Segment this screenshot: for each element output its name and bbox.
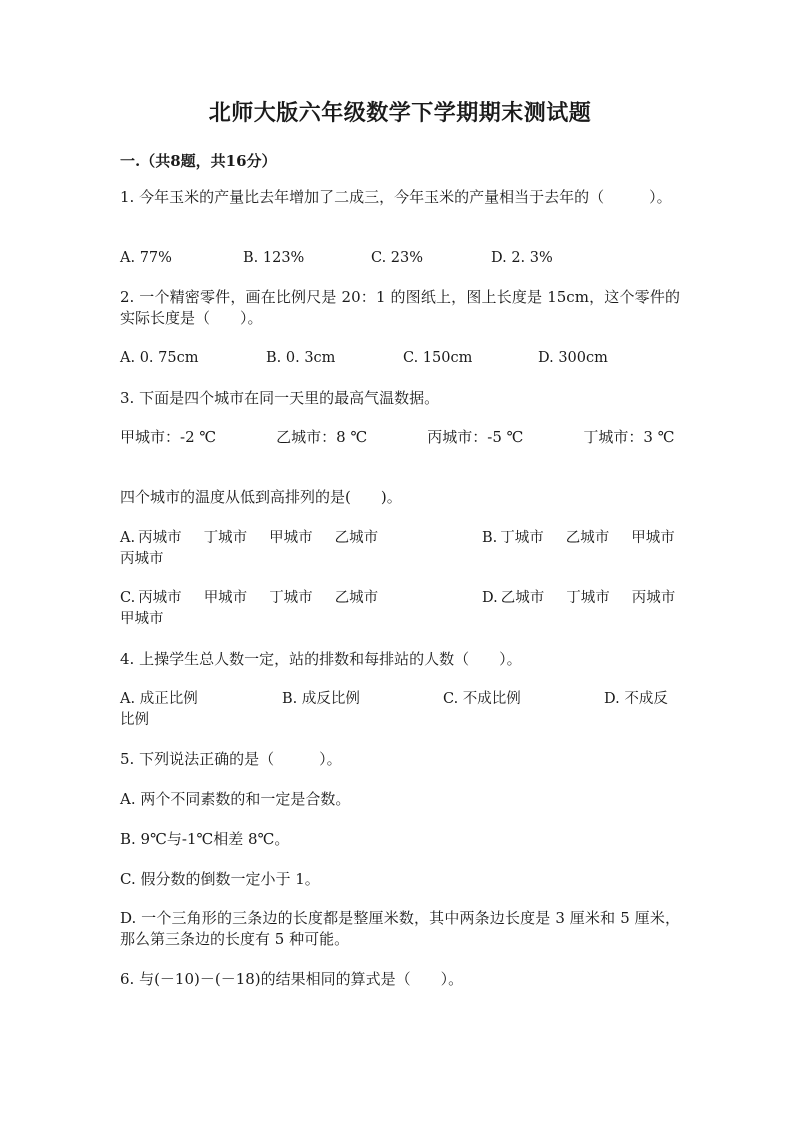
q5-option-d: D. 一个三角形的三条边的长度都是整厘米数，其中两条边长度是 3 厘米和 5 厘米，那么第三条边的长度有 5 种可能。 — [120, 909, 680, 948]
q3-option-d-wrap — [120, 609, 320, 630]
section-heading: 一.（共8题，共16分） — [120, 152, 277, 170]
q4-option-b: B. 成反比例 — [282, 691, 360, 707]
q1-option-b: B. 123% — [243, 250, 305, 266]
q3-option-d — [482, 588, 682, 609]
q4-option-c: C. 不成比例 — [443, 691, 521, 707]
question-4-stem: 4. 上操学生总人数一定，站的排数和每排站的人数（ ）。 — [120, 650, 522, 668]
city-name: 甲城市 — [269, 530, 313, 546]
question-1-stem: 1. 今年玉米的产量比去年增加了二成三，今年玉米的产量相当于去年的（ ）。 — [120, 188, 672, 206]
city-name: 乙城市 — [565, 530, 610, 546]
q3-temperature-data: 甲城市：-2 ℃ 乙城市：8 ℃ 丙城市：-5 ℃ 丁城市：3 ℃ — [120, 428, 675, 446]
city-name: 甲城市 — [203, 590, 248, 606]
q5-option-c: C. 假分数的倒数一定小于 1。 — [120, 870, 320, 888]
question-6-stem: 6. 与(－10)－(－18)的结果相同的算式是（ ）。 — [120, 970, 464, 988]
city-name: 丙城市 — [138, 590, 182, 606]
page-title: 北师大版六年级数学下学期期末测试题 — [208, 100, 592, 126]
option-letter: C. — [120, 590, 136, 606]
question-5-stem: 5. 下列说法正确的是（ ）。 — [120, 750, 342, 768]
city-name: 乙城市 — [334, 530, 379, 546]
question-3-stem: 3. 下面是四个城市在同一天里的最高气温数据。 — [120, 389, 440, 407]
option-letter: D. — [482, 590, 498, 606]
q2-option-d: D. 300cm — [538, 350, 608, 366]
city-name: 丁城市 — [203, 530, 248, 546]
q3-option-b-wrap — [120, 549, 320, 570]
city-name: 丁城市 — [566, 590, 610, 606]
q4-option-d: D. 不成反比例 — [120, 691, 668, 728]
q1-option-a: A. 77% — [120, 250, 172, 266]
q3-option-c — [120, 588, 445, 609]
q3-option-b — [482, 528, 682, 549]
city-name: 丙城市 — [120, 551, 164, 567]
city-name: 甲城市 — [631, 530, 675, 546]
q3-prompt: 四个城市的温度从低到高排列的是( )。 — [120, 488, 402, 506]
city-name: 丙城市 — [631, 590, 676, 606]
q2-option-a: A. 0. 75cm — [120, 350, 199, 366]
city-name: 乙城市 — [334, 590, 379, 606]
q5-option-a: A. 两个不同素数的和一定是合数。 — [120, 790, 351, 808]
q2-option-b: B. 0. 3cm — [266, 350, 336, 366]
q1-option-c: C. 23% — [371, 250, 424, 266]
q3-option-a — [120, 528, 445, 549]
option-letter: B. — [482, 530, 498, 546]
city-name: 丁城市 — [500, 530, 544, 546]
q5-option-b: B. 9℃与-1℃相差 8℃。 — [120, 830, 290, 848]
city-name: 丁城市 — [269, 590, 313, 606]
option-letter: A. — [120, 530, 136, 546]
city-name: 丙城市 — [138, 530, 182, 546]
city-name: 乙城市 — [500, 590, 545, 606]
q1-option-d: D. 2. 3% — [491, 250, 553, 266]
city-name: 甲城市 — [120, 611, 164, 627]
q4-option-a: A. 成正比例 — [120, 691, 198, 707]
q2-option-c: C. 150cm — [403, 350, 473, 366]
question-2-stem: 2. 一个精密零件，画在比例尺是 20：1 的图纸上，图上长度是 15cm，这个零件的实际长度是（ ）。 — [120, 288, 680, 327]
